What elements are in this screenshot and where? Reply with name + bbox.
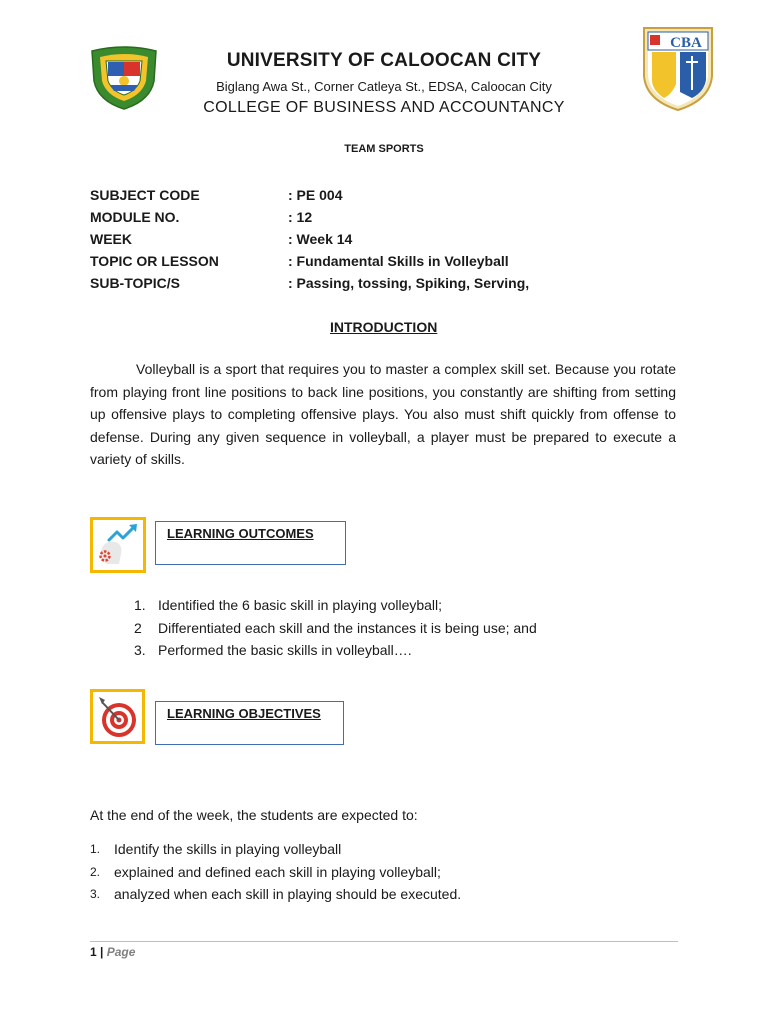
meta-value: : 12 [288, 209, 313, 225]
document-title: TEAM SPORTS [344, 143, 424, 155]
page-number: 1 [90, 945, 97, 959]
growth-chart-icon [93, 520, 143, 570]
meta-label: WEEK [90, 231, 132, 247]
meta-label: TOPIC OR LESSON [90, 253, 219, 269]
college-name: COLLEGE OF BUSINESS AND ACCOUNTANCY [203, 99, 565, 116]
list-text: Performed the basic skills in volleyball…. [158, 642, 412, 658]
list-number: 1. [90, 842, 101, 856]
list-number: 3. [134, 642, 146, 658]
footer-divider [90, 941, 678, 942]
learning-objectives-label-box [155, 701, 344, 745]
meta-value: : PE 004 [288, 187, 343, 203]
target-dart-icon [93, 692, 142, 741]
list-number: 3. [90, 887, 101, 901]
meta-value: : Week 14 [288, 231, 353, 247]
list-text: explained and defined each skill in playing volleyball; [114, 863, 441, 880]
page-label: Page [106, 945, 136, 959]
university-address: Biglang Awa St., Corner Catleya St., EDSA, Caloocan City [216, 79, 552, 94]
meta-label: SUBJECT CODE [90, 187, 200, 203]
meta-label: SUB-TOPIC/S [90, 275, 180, 291]
cba-logo-text: CBA [670, 35, 702, 51]
learning-outcomes-icon-box [90, 517, 146, 573]
list-number: 1. [134, 597, 146, 613]
introduction-paragraph: Volleyball is a sport that requires you to master a complex skill set. Because you rotate from playing front line positions to back line positions, you constantly are shifting from setting up offensive plays to completing offensive plays. You also must shift quickly from offense to defense. During any given sequence in volleyball, a player must be prepared to execute a variety of skills. [90, 361, 676, 467]
page-footer [90, 945, 135, 959]
learning-objectives-heading: LEARNING OBJECTIVES [167, 706, 321, 721]
introduction-heading: INTRODUCTION [330, 319, 438, 335]
learning-outcomes-heading: LEARNING OUTCOMES [167, 526, 314, 541]
learning-objectives-icon-box [90, 689, 145, 744]
meta-value: : Passing, tossing, Spiking, Serving, [288, 275, 530, 291]
learning-outcomes-label-box [155, 521, 346, 565]
list-text: Identified the 6 basic skill in playing volleyball; [158, 597, 443, 613]
list-text: analyzed when each skill in playing should be executed. [114, 886, 462, 902]
footer-separator: | [100, 945, 104, 959]
meta-label: MODULE NO. [90, 209, 180, 225]
university-name: UNIVERSITY OF CALOOCAN CITY [226, 50, 542, 71]
meta-value: : Fundamental Skills in Volleyball [288, 253, 509, 269]
list-number: 2 [134, 619, 142, 636]
list-text: Identify the skills in playing volleyball [114, 841, 342, 857]
list-number: 2. [90, 864, 101, 879]
list-text: Differentiated each skill and the instances it is being use; and [158, 619, 537, 636]
objectives-intro-text: At the end of the week, the students are expected to: [90, 807, 418, 823]
